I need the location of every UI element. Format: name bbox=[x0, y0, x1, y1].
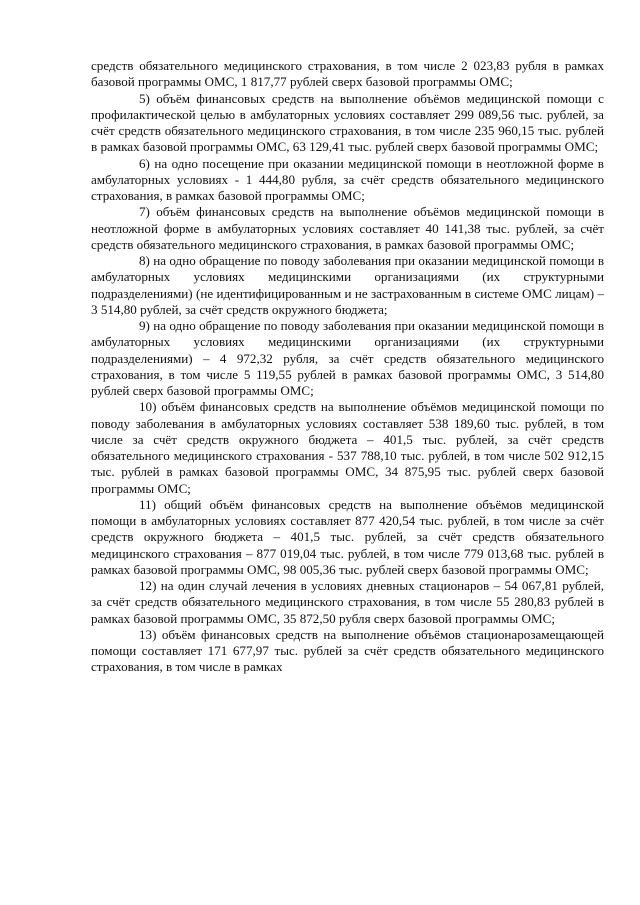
paragraph-item-7: 7) объём финансовых средств на выполнение объёмов медицинской помощи в неотложной форме в амбулаторных условиях составляет 40 141,38 тыс. рублей, за счёт средств обязательного медицинского страхования, в рамках базовой программы ОМС; bbox=[91, 204, 604, 252]
document-page bbox=[91, 58, 604, 676]
paragraph-item-12: 12) на один случай лечения в условиях дневных стационаров – 54 067,81 рублей, за счёт средств обязательного медицинского страхования, в том числе 55 280,83 рублей в рамках базовой программы ОМС, 35 872,50 рубля сверх базовой программы ОМС; bbox=[91, 578, 604, 626]
paragraph-item-11: 11) общий объём финансовых средств на выполнение объёмов медицинской помощи в амбулаторных условиях составляет 877 420,54 тыс. рублей, в том числе за счёт средств окружного бюджета – 401,5 тыс. рублей, за счёт средств обязательного медицинского страхования – 877 019,04 тыс. рублей, в том числе 779 013,68 тыс. рублей в рамках базовой программы ОМС, 98 005,36 тыс. рублей сверх базовой программы ОМС; bbox=[91, 496, 604, 577]
paragraph-item-13: 13) объём финансовых средств на выполнение объёмов стационарозамещающей помощи составляет 171 677,97 тыс. рублей за счёт средств обязательного медицинского страхования, в том числе в рамках bbox=[91, 626, 604, 675]
paragraph-item-8: 8) на одно обращение по поводу заболевания при оказании медицинской помощи в амбулаторных условиях медицинскими организациями (их структурными подразделениями) (не идентифицированным и не застрахованным в системе ОМС лицам) – 3 514,80 рублей, за счёт средств окружного бюджета; bbox=[91, 253, 604, 317]
paragraph-item-9: 9) на одно обращение по поводу заболевания при оказании медицинской помощи в амбулаторных условиях медицинскими организациями (их структурными подразделениями) – 4 972,32 рубля, за счёт средств обязательного медицинского страхования, в том числе 5 119,55 рублей в рамках базовой программы ОМС, 3 514,80 рублей сверх базовой программы ОМС; bbox=[91, 318, 604, 398]
paragraph-continuation: средств обязательного медицинского страхования, в том числе 2 023,83 рубля в рамках базовой программы ОМС, 1 817,77 рублей сверх базовой программы ОМС; bbox=[91, 58, 604, 90]
paragraph-item-6: 6) на одно посещение при оказании медицинской помощи в неотложной форме в амбулаторных условиях - 1 444,80 рубля, за счёт средств обязательного медицинского страхования, в рамках базовой программы ОМС; bbox=[91, 155, 604, 203]
paragraph-item-5: 5) объём финансовых средств на выполнение объёмов медицинской помощи с профилактической целью в амбулаторных условиях составляет 299 089,56 тыс. рублей, за счёт средств обязательного медицинского страхования, в том числе 235 960,15 тыс. рублей в рамках базовой программы ОМС, 63 129,41 тыс. рублей сверх базовой программы ОМС; bbox=[91, 90, 604, 155]
paragraph-item-10: 10) объём финансовых средств на выполнение объёмов медицинской помощи по поводу заболевания в амбулаторных условиях составляет 538 189,60 тыс. рублей, в том числе за счёт средств окружного бюджета – 401,5 тыс. рублей, за счёт средств обязательного медицинского страхования - 537 788,10 тыс. рублей, в том числе 502 912,15 тыс. рублей в рамках базовой программы ОМС, 34 875,95 тыс. рублей сверх базовой программы ОМС; bbox=[91, 399, 604, 496]
